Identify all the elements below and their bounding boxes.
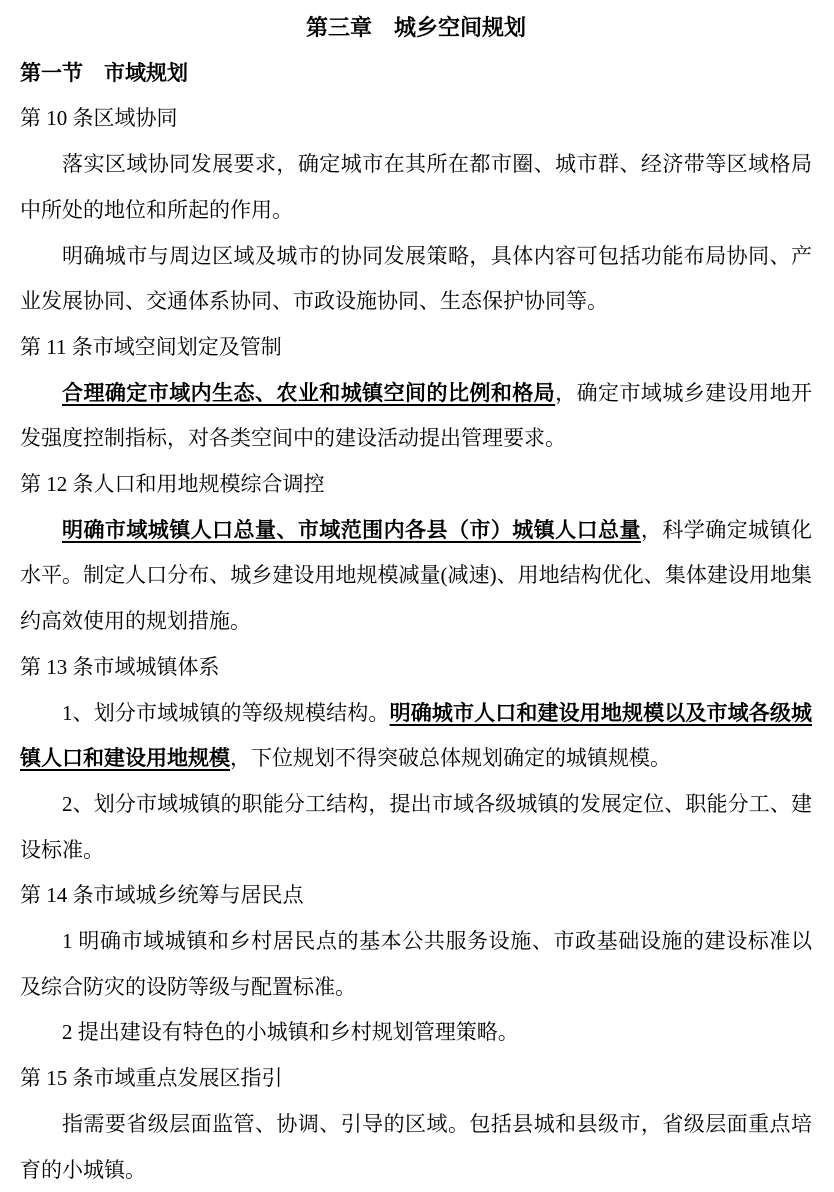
text-run: 1、划分市域城镇的等级规模结构。 xyxy=(62,700,390,725)
section-heading: 第一节 市域规划 xyxy=(20,61,188,85)
text-run: ，科学确定城镇化水平。制定人口分布、城乡建设用地规模减量(减速)、用地结构优化、集体建设用地集约高效使用的规划措施。 xyxy=(20,517,813,634)
article-11-paragraph-1 xyxy=(20,371,812,462)
text-run: 1 明确市域城镇和乡村居民点的基本公共服务设施、市政基础设施的建设标准以及综合防灾的设防等级与配置标准。 xyxy=(20,929,812,999)
text-run: 指需要省级层面监管、协调、引导的区域。包括县城和县级市，省级层面重点培育的小城镇。 xyxy=(20,1111,812,1182)
article-12-paragraph-1 xyxy=(20,508,812,645)
emphasized-text-run: 明确市域城镇人口总量、市域范围内各县（市）城镇人口总量 xyxy=(62,518,641,542)
article-13-paragraph-1 xyxy=(20,691,812,782)
article-10-heading: 第 10 条区域协同 xyxy=(20,106,178,131)
text-run: ，确定市域城乡建设用地开发强度控制指标，对各类空间中的建设活动提出管理要求。 xyxy=(20,380,813,451)
article-14-heading: 第 14 条市域城乡统筹与居民点 xyxy=(20,883,304,908)
article-10-paragraph-1 xyxy=(20,142,812,233)
article-13-paragraph-2 xyxy=(20,782,812,873)
article-12-heading: 第 12 条人口和用地规模综合调控 xyxy=(20,472,325,497)
article-15-heading: 第 15 条市域重点发展区指引 xyxy=(20,1066,283,1091)
text-run: 2 提出建设有特色的小城镇和乡村规划管理策略。 xyxy=(62,1020,519,1045)
emphasized-text-run: 明确城市人口和建设用地规模以及市域各级城镇人口和建设用地规模 xyxy=(20,701,813,771)
emphasized-text-run: 合理确定市域内生态、农业和城镇空间的比例和格局 xyxy=(62,381,556,405)
chapter-title: 第三章 城乡空间规划 xyxy=(305,15,526,40)
article-15-paragraph-1 xyxy=(20,1102,812,1192)
text-run: 落实区域协同发展要求，确定城市在其所在都市圈、城市群、经济带等区域格局中所处的地位和所起的作用。 xyxy=(20,152,812,222)
text-run: ，下位规划不得突破总体规划确定的城镇规模。 xyxy=(230,746,671,771)
article-10-paragraph-2 xyxy=(20,234,812,325)
text-run: 明确城市与周边区域及城市的协同发展策略，具体内容可包括功能布局协同、产业发展协同、交通体系协同、市政设施协同、生态保护协同等。 xyxy=(20,243,812,314)
article-11-heading: 第 11 条市域空间划定及管制 xyxy=(20,334,282,359)
text-run: 2、划分市域城镇的职能分工结构，提出市域各级城镇的发展定位、职能分工、建设标准。 xyxy=(20,791,812,862)
article-14-paragraph-2 xyxy=(20,1010,812,1056)
article-14-paragraph-1 xyxy=(20,919,812,1010)
article-13-heading: 第 13 条市域城镇体系 xyxy=(20,654,220,679)
